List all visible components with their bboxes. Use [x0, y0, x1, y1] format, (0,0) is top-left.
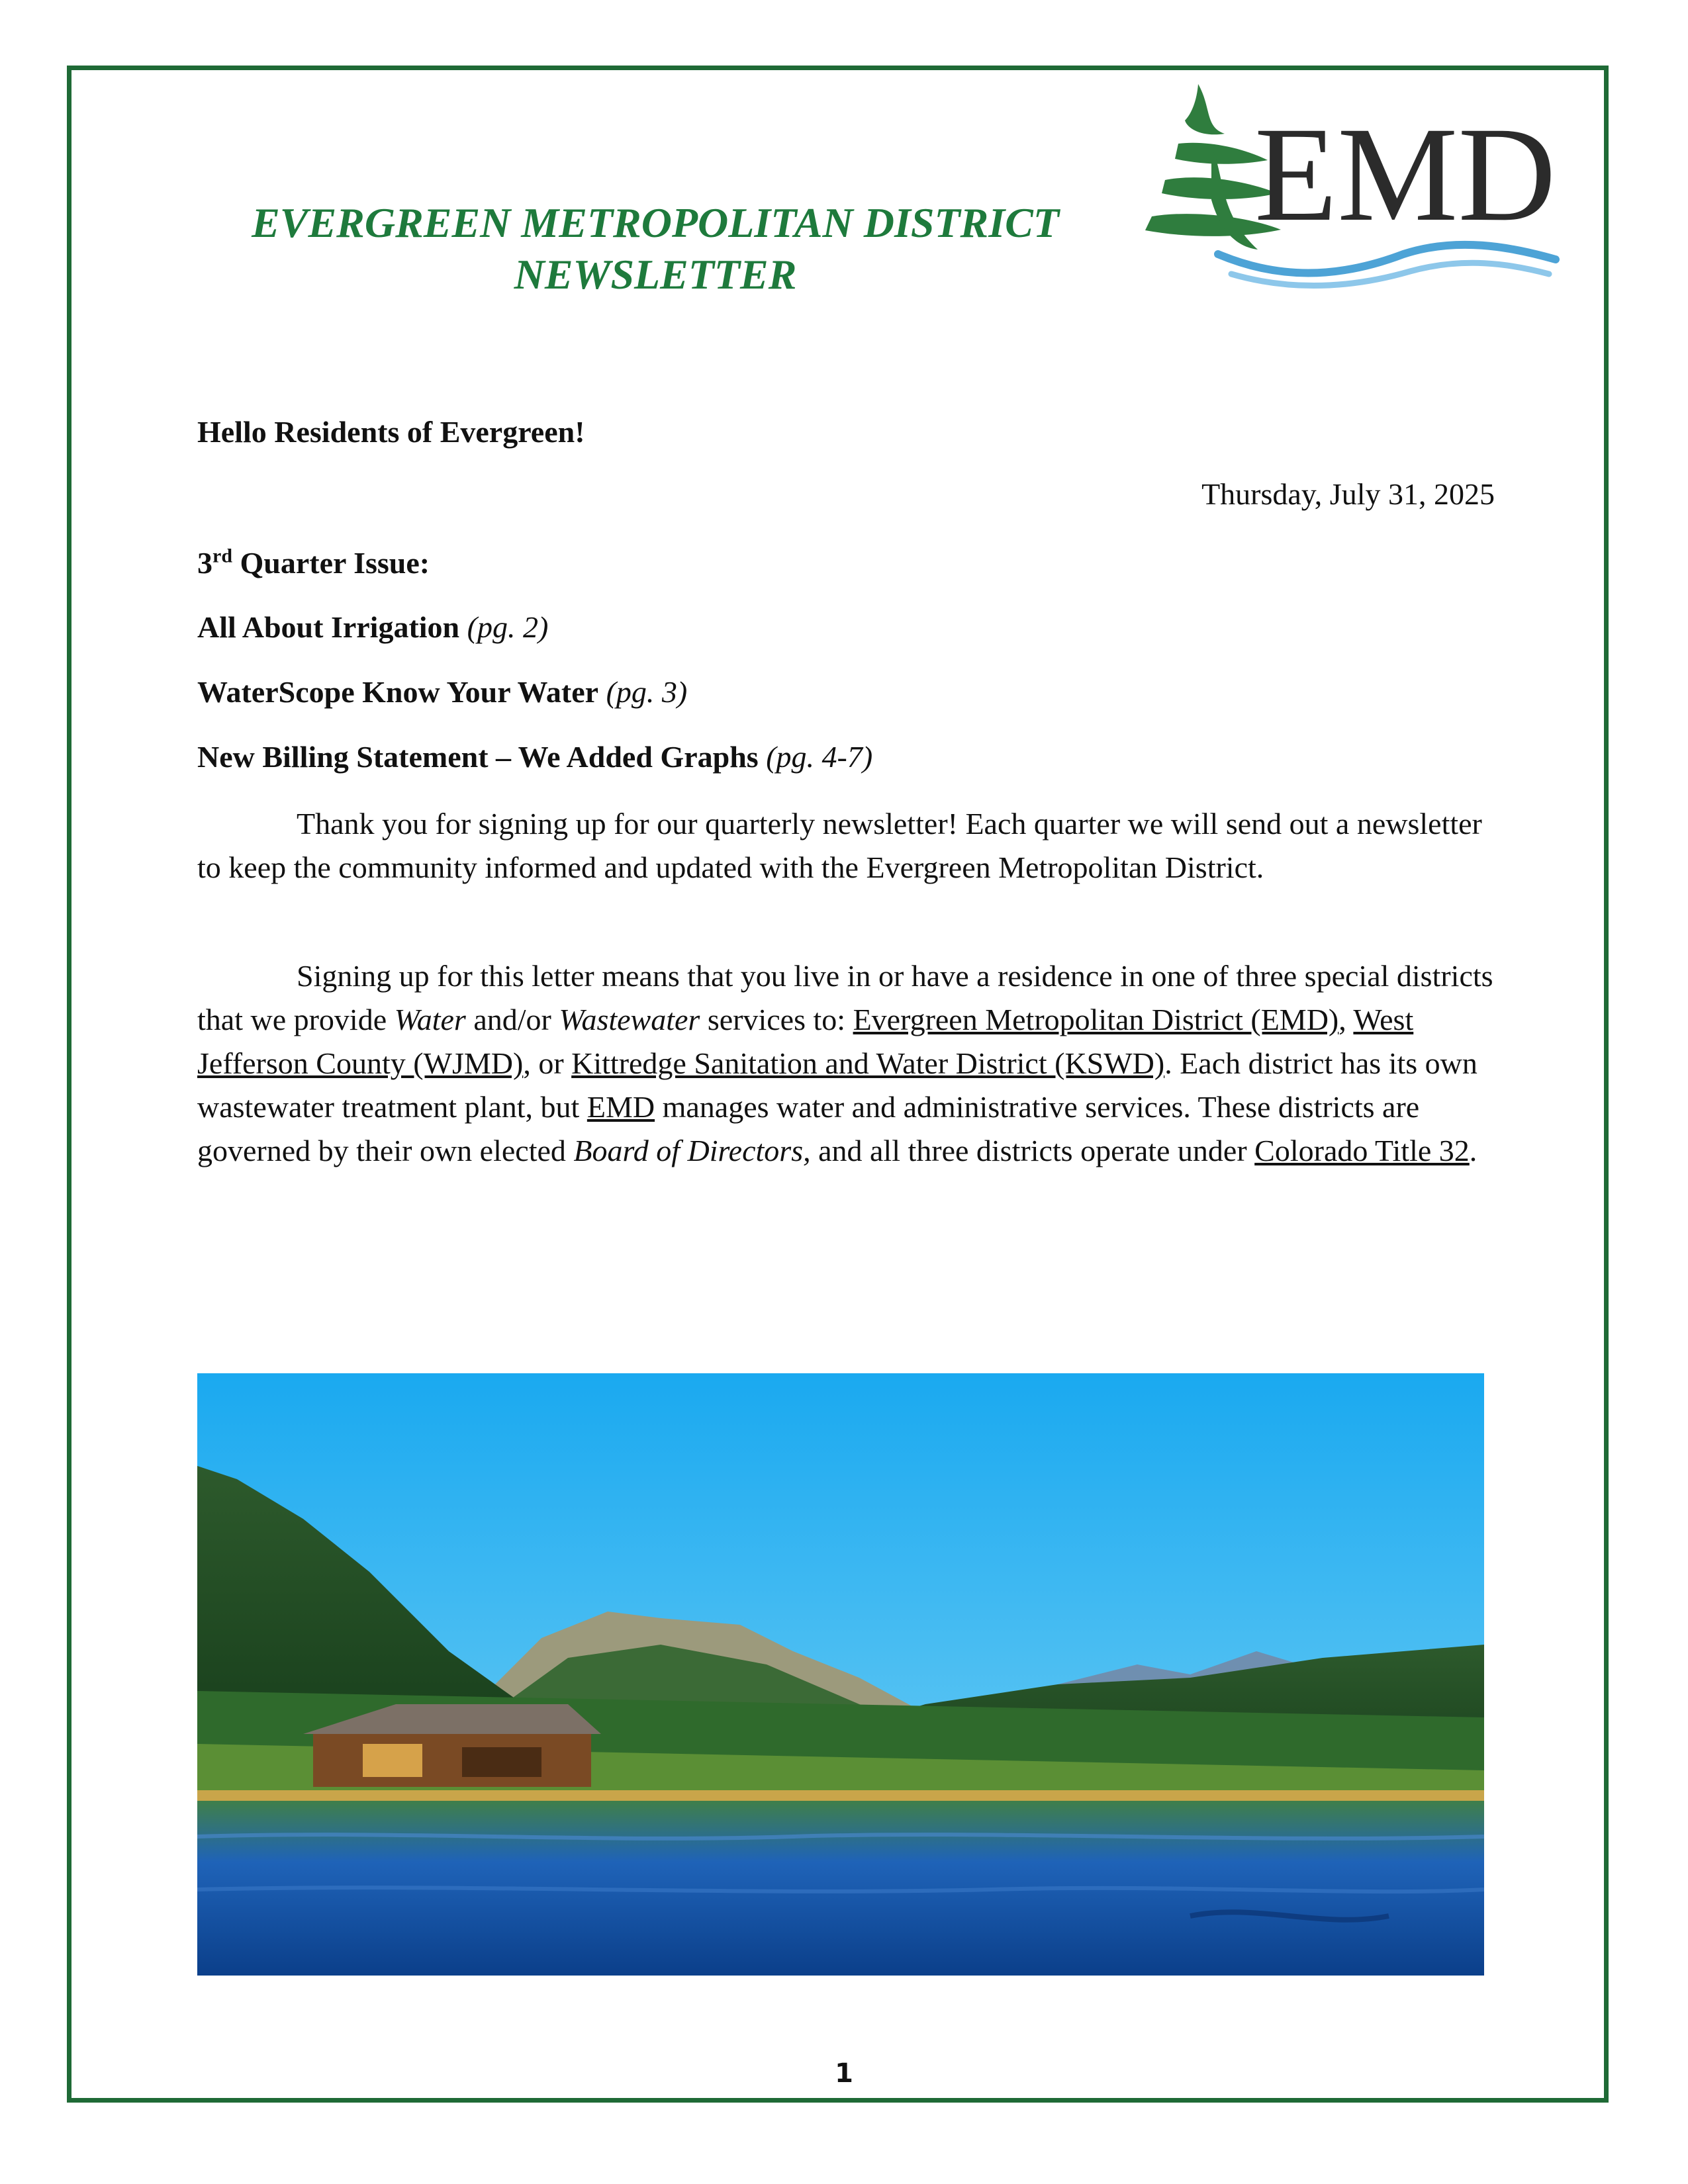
intro-paragraph	[197, 802, 1495, 889]
logo-text: EMD	[1254, 99, 1556, 250]
issue-label: Quarter Issue:	[232, 546, 430, 580]
toc-item	[197, 606, 1495, 649]
title-line-2: NEWSLETTER	[514, 251, 797, 298]
toc-item	[197, 670, 1495, 714]
text-segment: Signing up for this letter means that you live in or have a residence in one of three special districts that we provide	[197, 959, 1493, 1036]
text-segment: and all three districts operate under	[810, 1134, 1255, 1167]
text-water: Water	[394, 1003, 466, 1036]
issue-ordinal-suffix: rd	[212, 545, 232, 567]
water-wave-icon	[1218, 245, 1556, 286]
toc-page: (pg. 3)	[606, 675, 688, 709]
text-segment: services to:	[700, 1003, 853, 1036]
text-segment: manages water and administrative services. These districts are governed by their own elected	[197, 1090, 1420, 1167]
text-segment: , or	[523, 1046, 572, 1080]
link-kswd[interactable]: Kittredge Sanitation and Water District (KSWD)	[571, 1046, 1165, 1080]
text-board: Board of Directors,	[573, 1134, 811, 1167]
link-colorado-title-32[interactable]: Colorado Title 32	[1254, 1134, 1470, 1167]
toc-title: New Billing Statement – We Added Graphs	[197, 740, 759, 774]
issue-date: Thursday, July 31, 2025	[1201, 477, 1495, 511]
lake-landscape-photo	[197, 1373, 1484, 1976]
text-segment: . Each district has its own wastewater treatment plant, but	[197, 1046, 1477, 1124]
toc-title: WaterScope Know Your Water	[197, 675, 599, 709]
text-wastewater: Wastewater	[559, 1003, 700, 1036]
paragraph-thank-you: Thank you for signing up for our quarterly newsletter! Each quarter we will send out a newsletter to keep the community informed and updated with the Evergreen Metropolitan District.	[197, 807, 1482, 884]
link-wjmd[interactable]: West Jefferson County (WJMD)	[197, 1003, 1414, 1080]
text-segment: and/or	[465, 1003, 559, 1036]
text-segment: .	[1469, 1134, 1477, 1167]
title-line-1: EVERGREEN METROPOLITAN DISTRICT	[252, 199, 1059, 246]
districts-paragraph	[197, 954, 1495, 1173]
emd-logo	[1125, 81, 1589, 299]
toc-page: (pg. 4-7)	[766, 740, 873, 774]
page-number: 1	[835, 2058, 853, 2089]
greeting: Hello Residents of Evergreen!	[197, 415, 585, 449]
toc-title: All About Irrigation	[197, 610, 460, 644]
text-segment: ,	[1338, 1003, 1354, 1036]
link-emd[interactable]: Evergreen Metropolitan District (EMD)	[853, 1003, 1339, 1036]
link-emd-short[interactable]: EMD	[586, 1090, 655, 1124]
toc-page: (pg. 2)	[467, 610, 549, 644]
newsletter-title	[199, 197, 1112, 300]
issue-number: 3	[197, 546, 212, 580]
toc-item	[197, 735, 1495, 779]
issue-heading	[197, 541, 1495, 585]
